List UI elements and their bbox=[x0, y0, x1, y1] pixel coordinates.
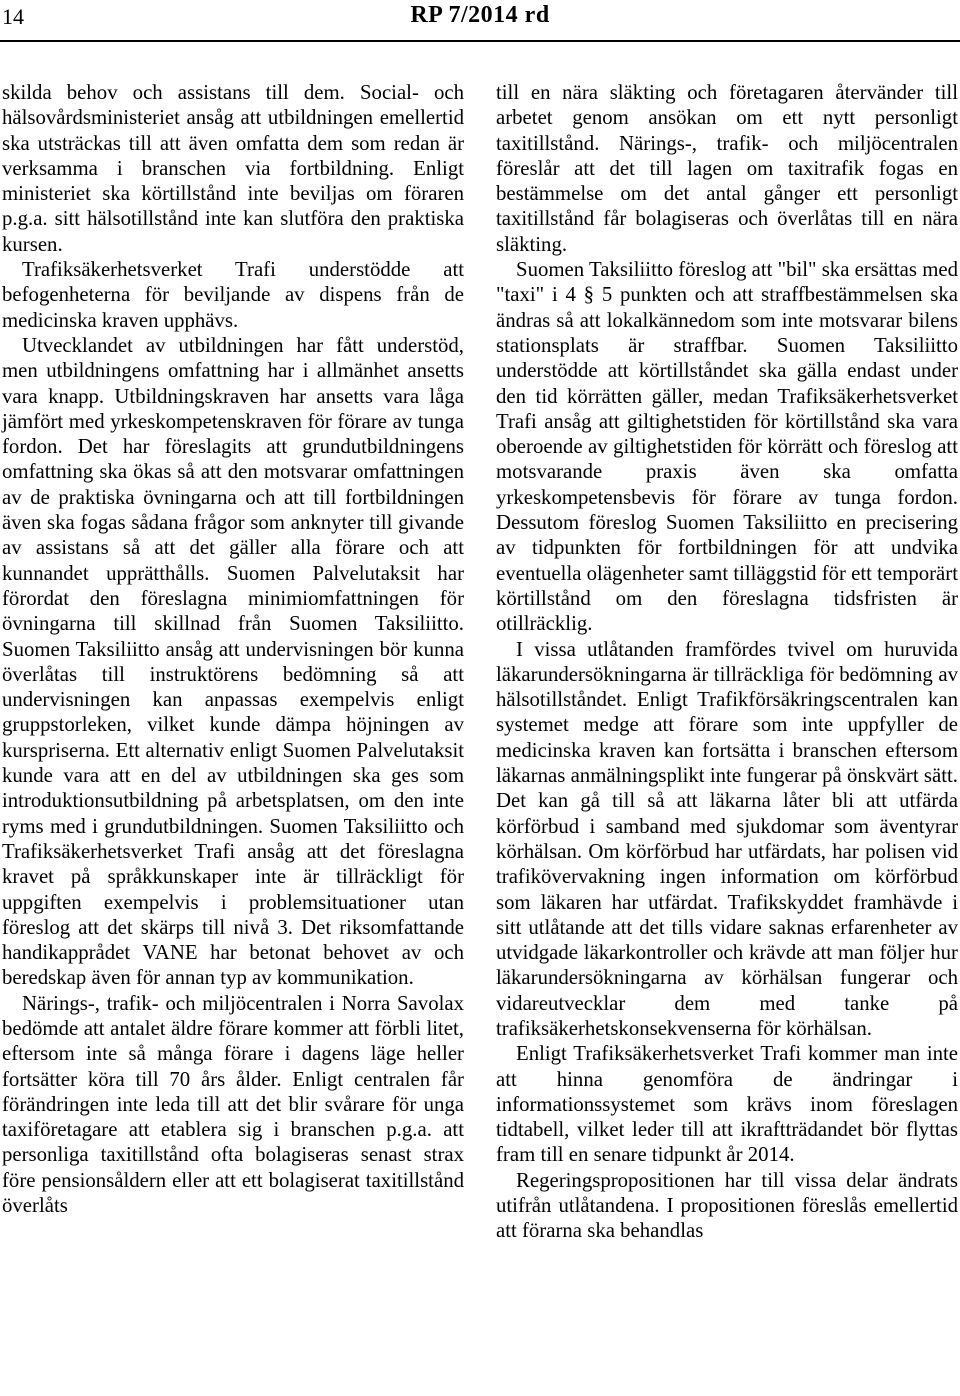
paragraph: Enligt Trafiksäkerhetsverket Trafi kommer man inte att hinna genomföra de ändringar i informationssystemet som krävs inom föreslagen tidtabell, vilket leder till att ikraftträdandet bör flyttas fram till en senare tidpunkt år 2014. bbox=[496, 1042, 958, 1167]
paragraph: Suomen Taksiliitto föreslog att "bil" ska ersättas med "taxi" i 4 § 5 punkten och att straffbestämmelsen ska ändras så att lokalkännedom som inte motsvarar bilens stationsplats är straffbar. Suomen Taksiliitto understödde att körtillståndet ska gälla endast under den tid körrätten gäller, medan Trafiksäkerhetsverket Trafi ansåg att giltighetstiden för körtillstånd ska vara oberoende av giltighetstiden för körrätt och föreslog att motsvarande praxis även ska omfatta yrkeskompetensbevis för förare av tunga fordon. Dessutom föreslog Suomen Taksiliitto en precisering av tidpunkten för fortbildningen för att undvika eventuella olägenheter samt tilläggstid för ett temporärt körtillstånd om den föreslagna tidsfristen är otillräcklig. bbox=[496, 258, 958, 636]
paragraph: Närings-, trafik- och miljöcentralen i Norra Savolax bedömde att antalet äldre förare kommer att förbli litet, eftersom inte så många förare i dagens läge heller fortsätter köra till 70 års ålder. Enligt centralen får förändringen inte leda till att det blir svårare för unga taxiföretagare att etablera sig i branschen p.g.a. att personliga taxitillstånd ofta bolagiseras senast strax före pensionsåldern eller att ett bolagiserat taxitillstånd överlåts bbox=[2, 991, 464, 1218]
paragraph: I vissa utlåtanden framfördes tvivel om huruvida läkarundersökningarna är tillräckliga för bedömning av hälsotillståndet. Enligt Trafikförsäkringscentralen kan systemet medge att förare som inte uppfyller de medicinska kraven kan fortsätta i branschen eftersom läkarnas anmälningsplikt inte fungerar på önskvärt sätt. Det kan gå till så att läkarna låter bli att utfärda körförbud i samband med sjukdomar som äventyrar körhälsan. Om körförbud har utfärdats, har polisen vid trafikövervakning ingen information om körförbud som läkaren har utfärdat. Trafikskyddet framhävde i sitt utlåtande att det tills vidare saknas erfarenheter av utvidgade läkarkontroller och krävde att man följer hur läkarundersökningarna av körhälsan fungerar och vidareutvecklar dem med tanke på trafiksäkerhetskonsekvenserna för körhälsan. bbox=[496, 637, 958, 1040]
right-column bbox=[496, 80, 958, 1244]
paragraph: skilda behov och assistans till dem. Social- och hälsovårdsministeriet ansåg att utbildningen emellertid ska utsträckas till att även omfatta dem som redan är verksamma i branschen via fortbildning. Enligt ministeriet ska körtillstånd inte beviljas om föraren p.g.a. sitt hälsotillstånd inte kan slutföra den praktiska kursen. bbox=[2, 81, 464, 256]
journal-reference: RP 7/2014 rd bbox=[410, 2, 550, 28]
paragraph: till en nära släkting och företagaren återvänder till arbetet genom ansökan om ett nytt personligt taxitillstånd. Närings-, trafik- och miljöcentralen föreslår att det till lagen om taxitrafik fogas en bestämmelse om det antal gånger ett personligt taxitillstånd får bolagiseras och överlåtas till en nära släkting. bbox=[496, 81, 958, 256]
page-number: 14 bbox=[2, 4, 24, 29]
paragraph: Trafiksäkerhetsverket Trafi understödde att befogenheterna för beviljande av dispens från de medicinska kraven upphävs. bbox=[2, 258, 464, 332]
header-rule bbox=[0, 40, 960, 42]
left-column bbox=[2, 80, 464, 1218]
paragraph: Utvecklandet av utbildningen har fått understöd, men utbildningens omfattning har i allmänhet ansetts vara knapp. Utbildningskraven har ansetts vara låga jämfört med yrkeskompetenskraven för förare av tunga fordon. Det har föreslagits att grundutbildningens omfattning ska ökas så att den motsvarar omfattningen av de praktiska övningarna och att till fortbildningen även ska fogas sådana frågor som anknyter till givande av assistans så att det gäller alla förare och att kunnandet upprätthålls. Suomen Palvelutaksit har förordat den föreslagna minimiomfattningen för övningarna till skillnad från Suomen Taksiliitto. Suomen Taksiliitto ansåg att undervisningen bör kunna överlåtas till instruktörens bedömning så att undervisningen kan anpassas exempelvis enligt gruppstorleken, vilket kunde dämpa höjningen av kurspriserna. Ett alternativ enligt Suomen Palvelutaksit kunde vara att en del av utbildningen ska ges som introduktionsutbildning på arbetsplatsen, om den inte ryms med i grundutbildningen. Suomen Taksiliitto och Trafiksäkerhetsverket Trafi ansåg att det föreslagna kravet på språkkunskaper inte är tillräckligt för uppgiften exempelvis i problemsituationer utan föreslog att det skärps till nivå 3. Det riksomfattande handikapprådet VANE har betonat behovet av och beredskap även för annan typ av kommunikation. bbox=[2, 333, 464, 990]
paragraph: Regeringspropositionen har till vissa delar ändrats utifrån utlåtandena. I propositionen föreslås emellertid att förarna ska behandlas bbox=[496, 1168, 958, 1243]
page-header bbox=[0, 0, 960, 40]
